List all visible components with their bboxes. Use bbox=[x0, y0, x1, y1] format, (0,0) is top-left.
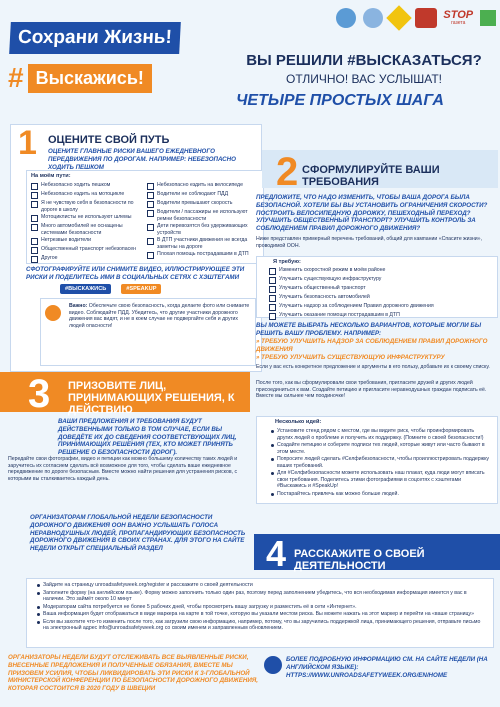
step4-item-text: Модераторам сайта потребуется не более 5 рабочих дней, чтобы просмотреть вашу загрузку и разместить её в сети «Интернет». bbox=[43, 603, 357, 610]
step2-after-text: После того, как вы сформулировали свои требования, пригласите друзей и других людей присоединиться к вам. Создайте петицию и пригласите неравнодушных граждан подписать её. Вместе мы сильнее чем поодиночке! bbox=[256, 380, 487, 399]
risk-checkbox[interactable] bbox=[147, 237, 259, 250]
step2-choose-note: ВЫ МОЖЕТЕ ВЫБРАТЬ НЕСКОЛЬКО ВАРИАНТОВ, КОТОРЫЕ МОГЛИ БЫ РЕШИТЬ ВАШУ ПРОБЛЕМУ. НАПРИМЕР: bbox=[256, 322, 482, 337]
checkbox-icon[interactable] bbox=[269, 313, 276, 320]
req-label: Улучшить существующую инфраструктуру bbox=[279, 276, 382, 283]
step1-photo-note: СФОТОГРАФИРУЙТЕ ИЛИ СНИМИТЕ ВИДЕО, ИЛЛЮСТРИРУЮЩЕЕ ЭТИ РИСКИ И ПОДЕЛИТЕСЬ ИМИ В СОЦИАЛЬНЫХ СЕТЯХ С ХЭШТЕГАМИ bbox=[26, 266, 245, 281]
risk-checkbox[interactable] bbox=[31, 200, 143, 213]
risk-label: Мотоциклисты не используют шлемы bbox=[41, 214, 132, 221]
footer-more-info[interactable]: БОЛЕЕ ПОДРОБНУЮ ИНФОРМАЦИЮ СМ. НА САЙТЕ НЕДЕЛИ (НА АНГЛИЙСКОМ ЯЗЫКЕ): HTTPS://WWW.UNROADSAFETYWEEK.ORG/EN/HOME bbox=[286, 656, 488, 679]
bullet-icon bbox=[37, 584, 40, 587]
bullet-icon bbox=[271, 493, 274, 496]
risk-checkbox[interactable] bbox=[147, 191, 259, 199]
step4-subtitle: ОРГАНИЗАТОРАМ ГЛОБАЛЬНОЙ НЕДЕЛИ БЕЗОПАСНОСТИ ДОРОЖНОГО ДВИЖЕНИЯ ООН ВАЖНО УСЛЫШАТЬ ГОЛОСА НЕРАВНОДУШНЫХ ЛЮДЕЙ, ПРОПАГАНДИРУЮЩИХ БЕЗОПАСНОСТЬ ДОРОЖНОГО ДВИЖЕНИЯ В СВОИХ СТРАНАХ. ДЛЯ ЭТОГО НА САЙТЕ НЕДЕЛИ ОТКРЫТ СПЕЦИАЛЬНЫЙ РАЗДЕЛ bbox=[30, 514, 246, 552]
step3-body: Передайте свои фотографии, видео и петиции как можно большему количеству таких людей и заручитесь их согласием сделать всё возможное для того, чтобы сделать ваше ежедневное передвижение по дороге безопасным. Вместе можно найти решения для устранения рисков, с которыми вы сталкиваетесь каждый день. bbox=[8, 456, 238, 482]
bullet-icon bbox=[271, 430, 274, 433]
hash-symbol: # bbox=[8, 62, 24, 93]
bullet-icon bbox=[37, 621, 40, 624]
idea-text: Для #Селфибезопасности можете использовать наш плакат, куда люди могут вписать свои требования. Поделитесь этими фотографиями в соцсетях с хэштегами #Выскажись и #SpeakUp! bbox=[277, 470, 485, 490]
risk-label: Нетрезвые водители bbox=[41, 237, 92, 244]
checkbox-icon[interactable] bbox=[31, 224, 38, 231]
stop-logo bbox=[443, 10, 473, 26]
step2-more-text: Если у вас есть конкретное предложение и аргументы в его пользу, добавьте их к своему списку. bbox=[256, 364, 490, 370]
un-logo-icon bbox=[336, 8, 356, 28]
stop-logo-sub: газета bbox=[451, 20, 466, 26]
step1-left-column bbox=[31, 182, 143, 264]
checkbox-icon[interactable] bbox=[269, 268, 276, 275]
risk-label: Небезопасно ездить на велосипеде bbox=[157, 182, 243, 189]
step1-important-box bbox=[40, 298, 256, 366]
step2-intro: Ниже представлен примерный перечень требований, общий для кампании «Спасите жизни», проводимой ООН. bbox=[256, 236, 482, 249]
risk-checkbox[interactable] bbox=[147, 200, 259, 208]
req-checkbox[interactable] bbox=[269, 303, 493, 311]
risk-label: В ДТП участники движения не всегда заметны на дороге bbox=[157, 237, 248, 250]
step1-risk-list bbox=[26, 170, 264, 264]
bullet-icon bbox=[271, 458, 274, 461]
bullet-icon bbox=[37, 613, 40, 616]
risk-checkbox[interactable] bbox=[31, 237, 143, 245]
step4-item bbox=[37, 582, 487, 589]
idea-item bbox=[271, 428, 491, 441]
req-checkbox[interactable] bbox=[269, 285, 493, 293]
step1-title: ОЦЕНИТЕ СВОЙ ПУТЬ bbox=[48, 134, 170, 146]
risk-label: Водители / пассажиры не используют ремни безопасности bbox=[157, 209, 248, 222]
important-text-block bbox=[69, 303, 251, 329]
step2-ideas-box bbox=[256, 416, 498, 504]
step2-number: 2 bbox=[276, 150, 299, 194]
step4-item-text: Заполните форму (на английском языке). Форму можно заполнить только один раз, поэтому перед заполнением убедитесь, что вся необходимая информация имеется у вас в наличии. Это займёт около 10 минут bbox=[43, 589, 467, 602]
checkbox-icon[interactable] bbox=[31, 215, 38, 222]
headline-four-steps: ЧЕТЫРЕ ПРОСТЫХ ШАГА bbox=[236, 92, 444, 109]
globe-icon bbox=[264, 656, 282, 674]
step2-req-list bbox=[257, 267, 497, 320]
step2-subtitle: ПРЕДЛОЖИТЕ, ЧТО НАДО ИЗМЕНИТЬ, ЧТОБЫ ВАША ДОРОГА БЫЛА БЕЗОПАСНОЙ. ХОТЕЛИ БЫ ВЫ УСТАНОВИТЬ ОГРАНИЧЕНИЯ СКОРОСТИ? ПОСТРОИТЬ ВЕЛОСИПЕДНУЮ ДОРОЖКУ, ПЕШЕХОДНЫЙ ПЕРЕХОД? УЛУЧШИТЬ ОБЩЕСТВЕННЫЙ ТРАНСПОРТ? УЛУЧШИТЬ КОНТРОЛЬ ЗА СОБЛЮДЕНИЕМ ПРАВИЛ ДОРОЖНОГО ДВИЖЕНИЯ? bbox=[256, 194, 488, 232]
step4-item bbox=[37, 611, 487, 618]
emblem-logo-icon bbox=[415, 8, 437, 28]
step4-number: 4 bbox=[266, 533, 287, 574]
step3-number: 3 bbox=[28, 372, 51, 416]
req-label: Улучшить общественный транспорт bbox=[279, 285, 366, 292]
headline-ok: ОТЛИЧНО! ВАС УСЛЫШАТ! bbox=[285, 72, 443, 86]
req-checkbox[interactable] bbox=[269, 294, 493, 302]
risk-checkbox[interactable] bbox=[147, 209, 259, 222]
title-save-life: Сохрани Жизнь! bbox=[9, 22, 180, 54]
step4-item-text: Зайдите на страницу unroadsafetyweek.org/register и расскажите о своей деятельности bbox=[43, 582, 253, 588]
headline-question: ВЫ РЕШИЛИ #ВЫСКАЗАТЬСЯ? bbox=[246, 52, 482, 69]
bullet-icon bbox=[37, 592, 40, 595]
footer-organizers-note: ОРГАНИЗАТОРЫ НЕДЕЛИ БУДУТ ОТСЛЕЖИВАТЬ ВСЕ ВЫЯВЛЕННЫЕ РИСКИ, ВНЕСЕННЫЕ ПРЕДЛОЖЕНИЯ И ПОЛУЧЕННЫЕ ОБЯЗАНИЯ, ВМЕСТЕ МЫ ПРИЗОВЕМ УСИЛИЯ, ЧТОБЫ ЛИКВИДИРОВАТЬ ЭТИ РИСКИ К 3-ГЛОБАЛЬНОЙ МИНИСТЕРСКОЙ КОНФЕРЕНЦИИ ПО БЕЗОПАСНОСТИ ДОРОЖНОГО ДВИЖЕНИЯ, КОТОРАЯ СОСТОИТСЯ В 2020 ГОДУ В ШВЕЦИИ bbox=[8, 654, 259, 692]
req-label: Улучшить безопасность автомобилей bbox=[279, 294, 370, 301]
step3-title: ПРИЗОВИТЕ ЛИЦ, ПРИНИМАЮЩИХ РЕШЕНИЯ, К ДЕЙСТВИЮ bbox=[68, 380, 235, 416]
req-checkbox[interactable] bbox=[269, 276, 493, 284]
ideas-title: Несколько идей: bbox=[275, 419, 322, 425]
step2-example-2: » ТРЕБУЮ УЛУЧШИТЬ СУЩЕСТВУЮЩУЮ ИНФРАСТРУКТУРУ bbox=[256, 354, 445, 361]
title-speak-up bbox=[8, 62, 152, 94]
idea-text: Установите стенд рядом с местом, где вы видите риск, чтобы проинформировать других людей о проблеме и получить их поддержку. (Помните о своей безопасности!) bbox=[277, 428, 484, 441]
risk-checkbox[interactable] bbox=[31, 214, 143, 222]
idea-item bbox=[271, 491, 491, 498]
title-speak-up-label: Выскажись! bbox=[28, 64, 152, 93]
important-text: Обеспечьте свою безопасность, когда делаете фото или снимаете видео. Соблюдайте ПДД. Убедитесь, что другие участники дорожного движения вас видят, и не в коем случае не подвергайте себя и других людей опасности! bbox=[69, 303, 250, 329]
risk-label: Небезопасно ходить пешком bbox=[41, 182, 111, 189]
step1-list-columns bbox=[27, 182, 263, 264]
checkbox-icon[interactable] bbox=[147, 192, 154, 199]
risk-checkbox[interactable] bbox=[31, 182, 143, 190]
checkbox-icon[interactable] bbox=[147, 252, 154, 259]
step1-hashtags bbox=[60, 284, 161, 294]
bullet-icon bbox=[37, 606, 40, 609]
idea-text: Попросите людей сделать #Селфибезопасности, чтобы проиллюстрировать поддержку ваших требований. bbox=[277, 456, 490, 469]
step2-title: СФОРМУЛИРУЙТЕ ВАШИ ТРЕБОВАНИЯ bbox=[302, 164, 440, 188]
checkbox-icon[interactable] bbox=[147, 201, 154, 208]
stop-logo-text: STOP bbox=[443, 9, 474, 21]
risk-label: Много автомобилей не оснащены системами безопасности bbox=[41, 223, 123, 236]
warning-icon bbox=[45, 305, 61, 321]
checkbox-icon[interactable] bbox=[147, 238, 154, 245]
step4-steps-box bbox=[26, 578, 494, 648]
checkbox-icon[interactable] bbox=[147, 224, 154, 231]
step4-title: РАССКАЖИТЕ О СВОЕЙ ДЕЯТЕЛЬНОСТИ bbox=[294, 548, 425, 572]
step4-item bbox=[37, 590, 487, 603]
bullet-icon bbox=[271, 444, 274, 447]
req-label: Улучшить надзор за соблюдением Правил дорожного движения bbox=[279, 303, 434, 310]
hashtag-speakup-ru: #ВЫСКАЖИСЬ bbox=[60, 284, 111, 294]
idea-text: Постарайтесь привлечь как можно больше людей. bbox=[277, 490, 399, 497]
checkbox-icon[interactable] bbox=[269, 286, 276, 293]
risk-label: Общественный транспорт небезопасен bbox=[41, 246, 136, 253]
step4-item bbox=[37, 604, 487, 611]
idea-item bbox=[271, 456, 491, 469]
step2-example-1: » ТРЕБУЮ УЛУЧШИТЬ НАДЗОР ЗА СОБЛЮДЕНИЕМ ПРАВИЛ ДОРОЖНОГО ДВИЖЕНИЯ bbox=[256, 338, 488, 353]
checkbox-icon[interactable] bbox=[269, 304, 276, 311]
risk-checkbox[interactable] bbox=[31, 223, 143, 236]
checkbox-icon[interactable] bbox=[31, 256, 38, 263]
step1-number: 1 bbox=[18, 124, 37, 162]
risk-checkbox[interactable] bbox=[147, 182, 259, 190]
checkbox-icon[interactable] bbox=[269, 295, 276, 302]
checkbox-icon[interactable] bbox=[31, 247, 38, 254]
idea-item bbox=[271, 470, 491, 490]
risk-label: Водители не соблюдают ПДД bbox=[157, 191, 229, 198]
checkbox-icon[interactable] bbox=[31, 201, 38, 208]
bullet-icon bbox=[271, 472, 274, 475]
hashtag-speakup-en: #SPEAKUP bbox=[121, 284, 161, 294]
req-label: Изменить скоростной режим в моём районе bbox=[279, 267, 386, 274]
risk-label: Плохая помощь пострадавшим в ДТП bbox=[157, 251, 249, 258]
green-logo-icon bbox=[480, 10, 496, 26]
step1-list-title: На моём пути: bbox=[31, 173, 71, 179]
step4-list bbox=[27, 579, 493, 632]
ideas-list bbox=[257, 428, 497, 497]
checkbox-icon[interactable] bbox=[147, 210, 154, 217]
risk-checkbox[interactable] bbox=[147, 251, 259, 259]
road-sign-logo-icon bbox=[386, 5, 411, 30]
risk-checkbox[interactable] bbox=[147, 223, 259, 236]
step3-subtitle: ВАШИ ПРЕДЛОЖЕНИЯ И ТРЕБОВАНИЯ БУДУТ ДЕЙСТВЕННЫМИ ТОЛЬКО В ТОМ СЛУЧАЕ, ЕСЛИ ВЫ ДОВЕДЁТЕ ИХ ДО СВЕДЕНИЯ СООТВЕТСТВУЮЩИХ ЛИЦ, ПРИНИМАЮЩИХ РЕШЕНИЯ (ТЕХ, КТО МОЖЕТ ПРИНЯТЬ РЕШЕНИЕ О БЕЗОПАСНОСТИ ДОРОГ). bbox=[58, 418, 237, 456]
step1-subtitle: ОЦЕНИТЕ ГЛАВНЫЕ РИСКИ ВАШЕГО ЕЖЕДНЕВНОГО ПЕРЕДВИЖЕНИЯ ПО ДОРОГАМ. НАПРИМЕР: НЕБЕЗОПАСНО ХОДИТЬ ПЕШКОМ bbox=[48, 148, 236, 171]
req-label: Улучшить оказание помощи пострадавшим в ДТП bbox=[279, 312, 400, 319]
step2-requirements-box bbox=[256, 256, 498, 318]
req-checkbox[interactable] bbox=[269, 312, 493, 320]
req-checkbox[interactable] bbox=[269, 267, 493, 275]
risk-checkbox[interactable] bbox=[31, 246, 143, 254]
step4-item bbox=[37, 619, 487, 632]
step2-req-title: Я требую: bbox=[273, 259, 301, 265]
checkbox-icon[interactable] bbox=[31, 192, 38, 199]
risk-checkbox[interactable] bbox=[31, 255, 143, 263]
risk-label: Водители превышают скорость bbox=[157, 200, 233, 207]
important-title: Важно: bbox=[69, 303, 88, 309]
risk-label: Я не чувствую себя в безопасности по дороге в школу bbox=[41, 200, 134, 213]
checkbox-icon[interactable] bbox=[147, 183, 154, 190]
step1-right-column bbox=[147, 182, 259, 264]
idea-text: Создайте петицию и соберите подписи тех людей, которые живут или часто бывают в этом месте. bbox=[277, 442, 485, 455]
step4-item-text: Ваша информация будет отображаться в виде маркера на карте в той точке, которую вы указали местом риска. Вы можете нажать на этот маркер и перейти на «ваше страницу» bbox=[43, 611, 475, 617]
step4-item-text: Если вы захотите что-то изменить после того, как загрузили свою информацию, например, потому, что вы заручились поддержкой лица, принимающего решения, отправьте письмо на электронный адрес info@unroadsafetyweek.org со своим именем и заправленным обновлением. bbox=[43, 618, 481, 631]
partner-logos bbox=[336, 6, 496, 30]
checkbox-icon[interactable] bbox=[269, 277, 276, 284]
who-logo-icon bbox=[363, 8, 383, 28]
risk-label: Другое bbox=[41, 255, 58, 262]
checkbox-icon[interactable] bbox=[31, 183, 38, 190]
risk-checkbox[interactable] bbox=[31, 191, 143, 199]
risk-label: Дети перевозятся без удерживающих устройств bbox=[157, 223, 248, 236]
idea-item bbox=[271, 442, 491, 455]
risk-label: Небезопасно ездить на мотоцикле bbox=[41, 191, 125, 198]
checkbox-icon[interactable] bbox=[31, 238, 38, 245]
